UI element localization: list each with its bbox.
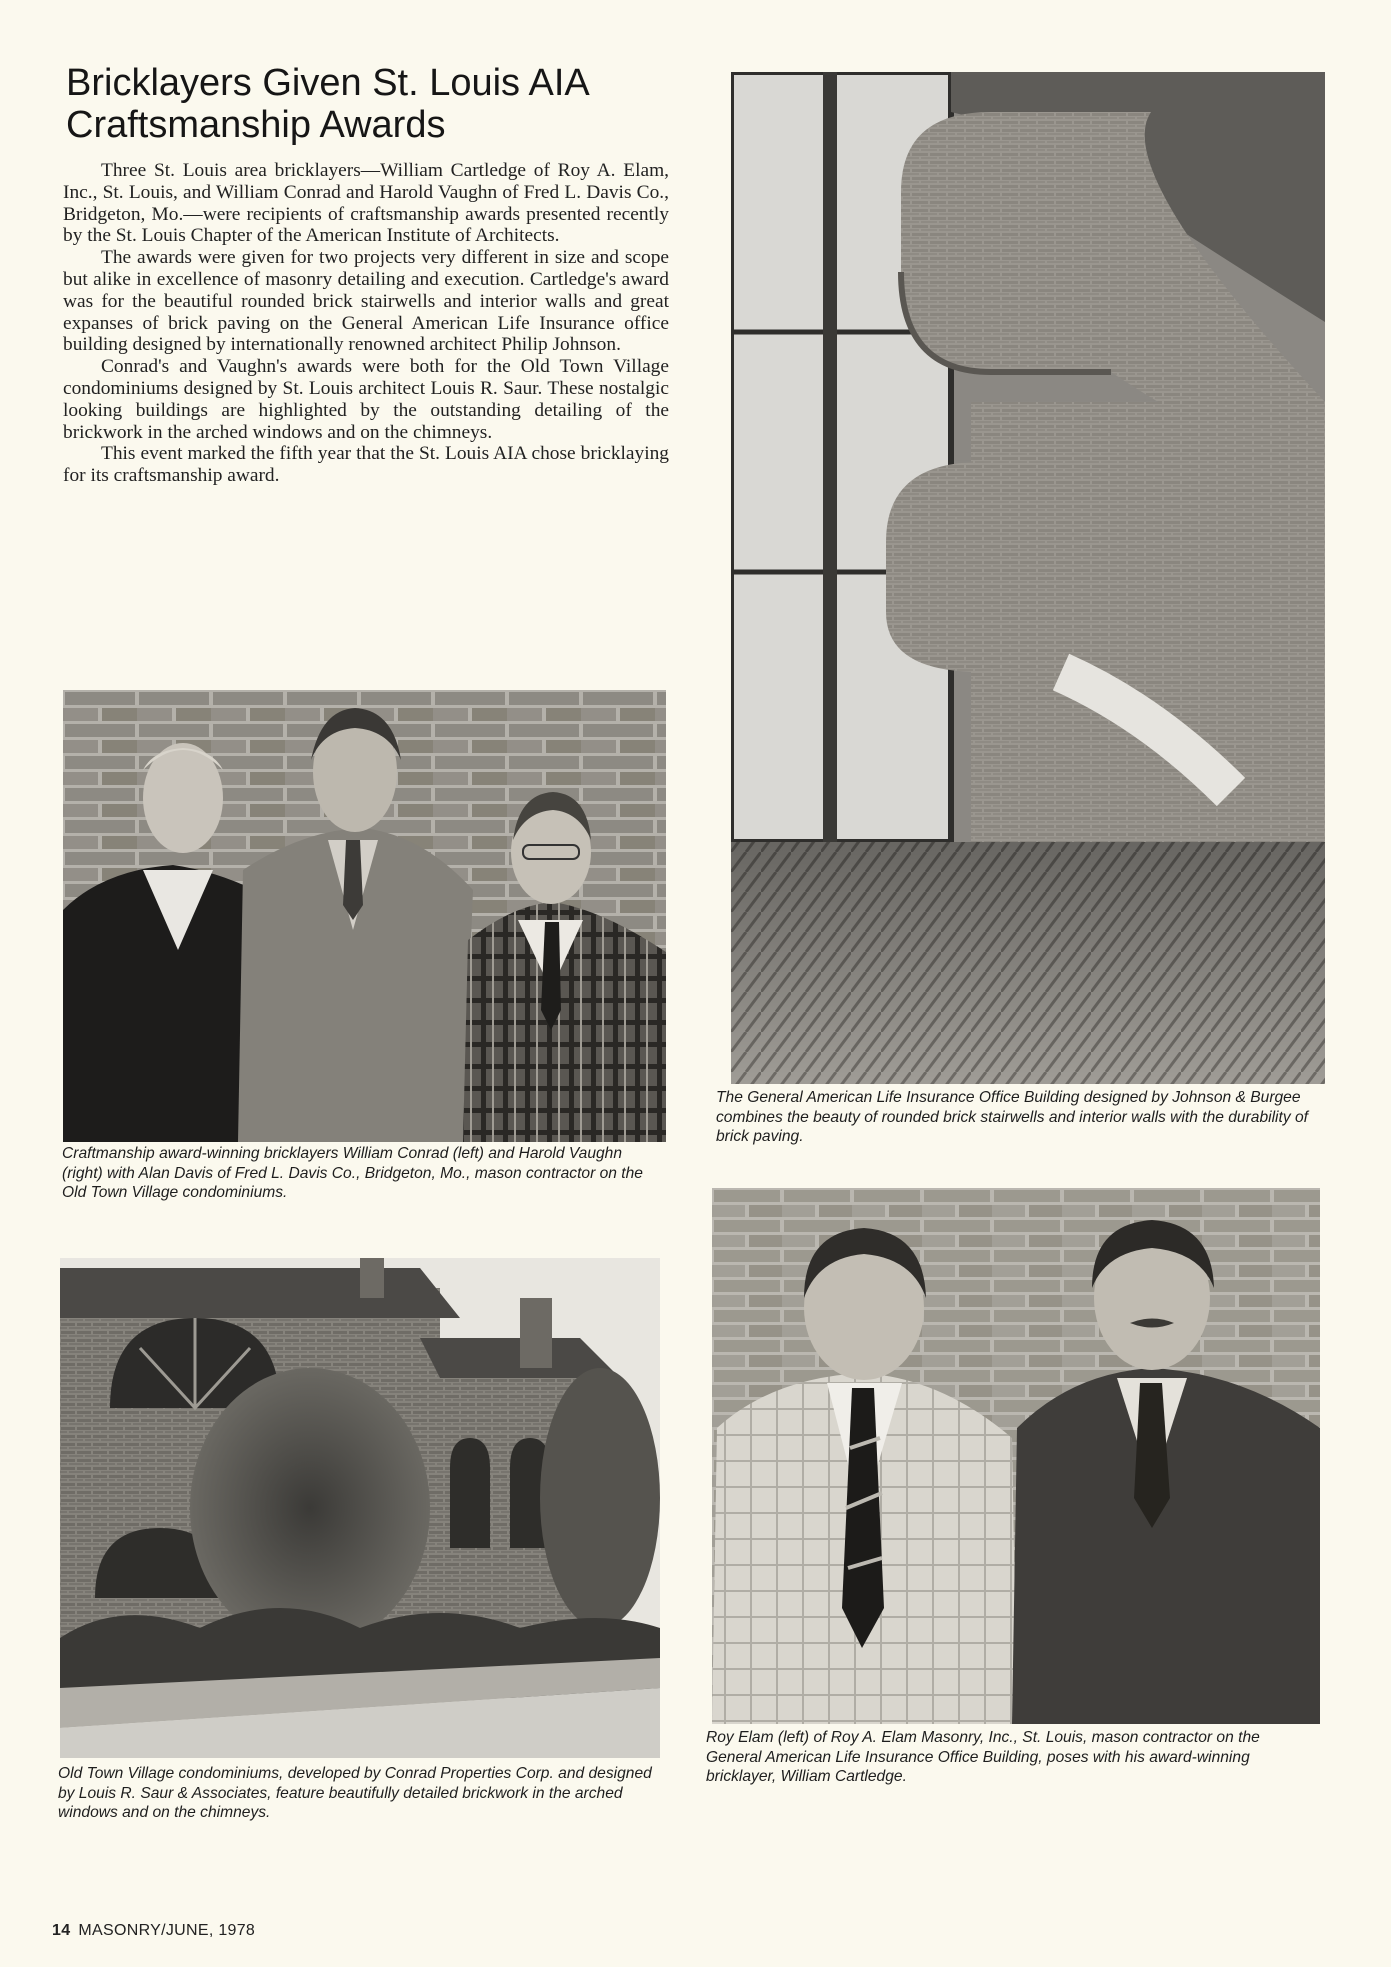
condominiums-caption: Old Town Village condominiums, developed by Conrad Properties Corp. and designed by Louis R. Saur & Associates, feature beautifully detailed brickwork in the arched windows and on the chimneys. xyxy=(58,1765,652,1821)
page-footer xyxy=(52,1922,255,1940)
article-body xyxy=(63,160,669,487)
article-paragraph: Conrad's and Vaughn's awards were both for the Old Town Village condominiums designed by St. Louis architect Louis R. Saur. These nostalgic looking buildings are highlighted by the outstanding detailing of the brickwork in the arched windows and on the chimneys. xyxy=(63,356,669,443)
article-headline: Bricklayers Given St. Louis AIA Craftsmanship Awards xyxy=(66,62,588,146)
article-paragraph: The awards were given for two projects very different in size and scope but alike in excellence of masonry detailing and execution. Cartledge's award was for the beautiful rounded brick stairwells and interior walls and great expanses of brick paving on the General American Life Insurance office building designed by internationally renowned architect Philip Johnson. xyxy=(63,247,669,356)
page-number: 14 xyxy=(52,1922,71,1939)
condominiums-photo xyxy=(60,1258,660,1758)
bricklayers-caption: Craftmanship award-winning bricklayers William Conrad (left) and Harold Vaughn (right) with Alan Davis of Fred L. Davis Co., Bridgeton, Mo., mason contractor on the Old Town Village condominiums. xyxy=(62,1145,643,1201)
bricklayers-photo xyxy=(63,690,666,1142)
elam-cartledge-caption: Roy Elam (left) of Roy A. Elam Masonry, Inc., St. Louis, mason contractor on the General American Life Insurance Office Building, poses with his award-winning bricklayer, William Cartledge. xyxy=(706,1729,1260,1785)
article-paragraph: This event marked the fifth year that the St. Louis AIA chose bricklaying for its craftsmanship award. xyxy=(63,443,669,487)
stairwell-caption: The General American Life Insurance Office Building designed by Johnson & Burgee combines the beauty of rounded brick stairwells and interior walls with the durability of brick paving. xyxy=(716,1089,1308,1145)
elam-cartledge-photo xyxy=(712,1188,1320,1724)
publication-line: MASONRY/JUNE, 1978 xyxy=(78,1922,256,1939)
article-paragraph: Three St. Louis area bricklayers—William Cartledge of Roy A. Elam, Inc., St. Louis, and William Conrad and Harold Vaughn of Fred L. Davis Co., Bridgeton, Mo.—were recipients of craftsmanship awards presented recently by the St. Louis Chapter of the American Institute of Architects. xyxy=(63,160,669,247)
stairwell-photo xyxy=(731,72,1325,1084)
